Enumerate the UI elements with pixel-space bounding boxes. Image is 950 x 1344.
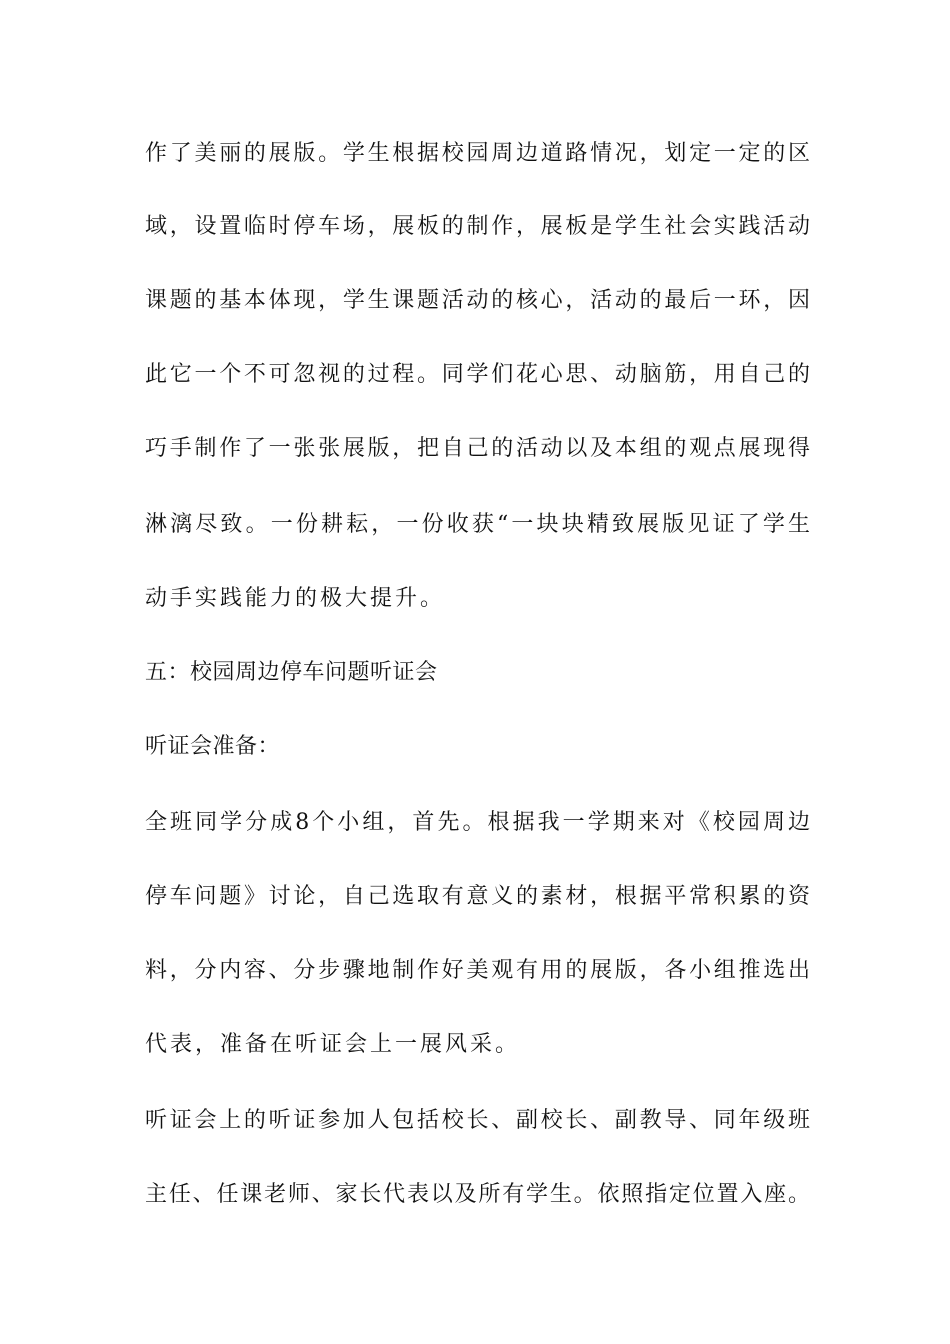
paragraph-line: 停车问题》讨论，自己选取有意义的素材，根据平常积累的资 (145, 884, 810, 909)
paragraph-line: 代表，准备在听证会上一展风采。 (145, 1032, 521, 1057)
paragraph-line: 作了美丽的展版。学生根据校园周边道路情况，划定一定的区 (145, 141, 810, 166)
paragraph-line: 全班同学分成8个小组，首先。根据我一学期来对《校园周边 (145, 810, 810, 835)
paragraph-line: 主任、任课老师、家长代表以及所有学生。依照指定位置入座。 (145, 1182, 810, 1207)
paragraph-line: 淋漓尽致。一份耕耘，一份收获“一块块精致展版见证了学生 (145, 512, 810, 537)
paragraph-line: 动手实践能力的极大提升。 (145, 586, 446, 611)
paragraph-line: 课题的基本体现，学生课题活动的核心，活动的最后一环，因 (145, 288, 810, 313)
paragraph-line: 域，设置临时停车场，展板的制作，展板是学生社会实践活动 (145, 214, 810, 239)
subheading: 听证会准备： (145, 734, 281, 759)
paragraph-line: 巧手制作了一张张展版，把自己的活动以及本组的观点展现得 (145, 436, 810, 461)
paragraph-line: 此它一个不可忽视的过程。同学们花心思、动脑筋，用自己的 (145, 362, 810, 387)
section-heading: 五：校园周边停车问题听证会 (145, 660, 438, 685)
paragraph-line: 料，分内容、分步骤地制作好美观有用的展版，各小组推选出 (145, 958, 810, 983)
paragraph-line: 听证会上的听证参加人包括校长、副校长、副教导、同年级班 (145, 1108, 810, 1133)
